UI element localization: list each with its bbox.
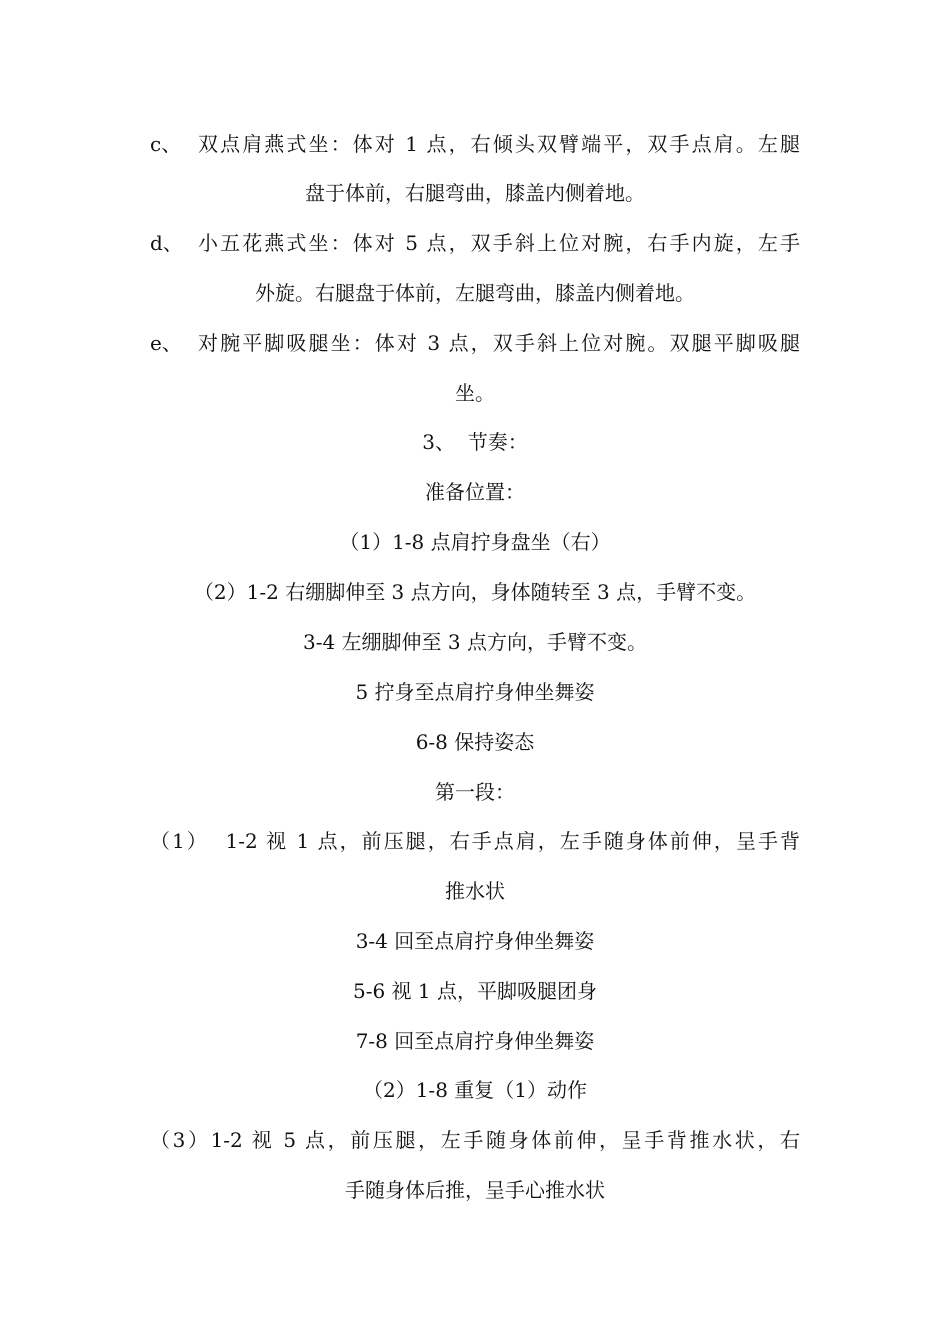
item-text-line: 小五花燕式坐：体对 5 点，双手斜上位对腕，右手内旋，左手	[198, 231, 800, 255]
list-item-c	[150, 132, 800, 156]
prep-step: （2）1-2 右绷脚伸至 3 点方向，身体随转至 3 点，手臂不变。	[193, 580, 757, 604]
item-marker: d、	[150, 231, 183, 255]
item-continuation: 坐。	[455, 381, 495, 405]
prep-step: 5 拧身至点肩拧身伸坐舞姿	[355, 680, 595, 704]
part-step: （3）1-2 视 5 点，前压腿，左手随身体前伸，呈手背推水状，右	[150, 1128, 800, 1152]
part-step: （2）1-8 重复（1）动作	[362, 1078, 587, 1102]
item-marker: c、	[150, 132, 182, 156]
part-step: 3-4 回至点肩拧身伸坐舞姿	[355, 929, 595, 953]
list-item-d	[150, 231, 800, 255]
list-item-e	[150, 331, 800, 355]
item-continuation: 外旋。右腿盘于体前，左腿弯曲，膝盖内侧着地。	[255, 281, 695, 305]
part-step: 5-6 视 1 点，平脚吸腿团身	[352, 979, 597, 1003]
part-title: 第一段：	[435, 780, 515, 804]
part-step-continuation: 手随身体后推，呈手心推水状	[345, 1178, 605, 1202]
item-continuation: 盘于体前，右腿弯曲，膝盖内侧着地。	[305, 181, 645, 205]
part-step-continuation: 推水状	[445, 879, 505, 903]
part-step: 7-8 回至点肩拧身伸坐舞姿	[355, 1029, 595, 1053]
prep-step: 6-8 保持姿态	[415, 730, 535, 754]
item-marker: e、	[150, 331, 182, 355]
prep-step: （1）1-8 点肩拧身盘坐（右）	[339, 530, 611, 554]
item-text-line: 双点肩燕式坐：体对 1 点，右倾头双臂端平，双手点肩。左腿	[198, 132, 800, 156]
section-heading: 3、 节奏：	[422, 430, 528, 454]
prep-step: 3-4 左绷脚伸至 3 点方向，手臂不变。	[302, 630, 647, 654]
item-text-line: 对腕平脚吸腿坐：体对 3 点，双手斜上位对腕。双腿平脚吸腿	[198, 331, 800, 355]
part-step: （1） 1-2 视 1 点，前压腿，右手点肩，左手随身体前伸，呈手背	[150, 829, 800, 853]
prep-title: 准备位置：	[425, 480, 525, 504]
